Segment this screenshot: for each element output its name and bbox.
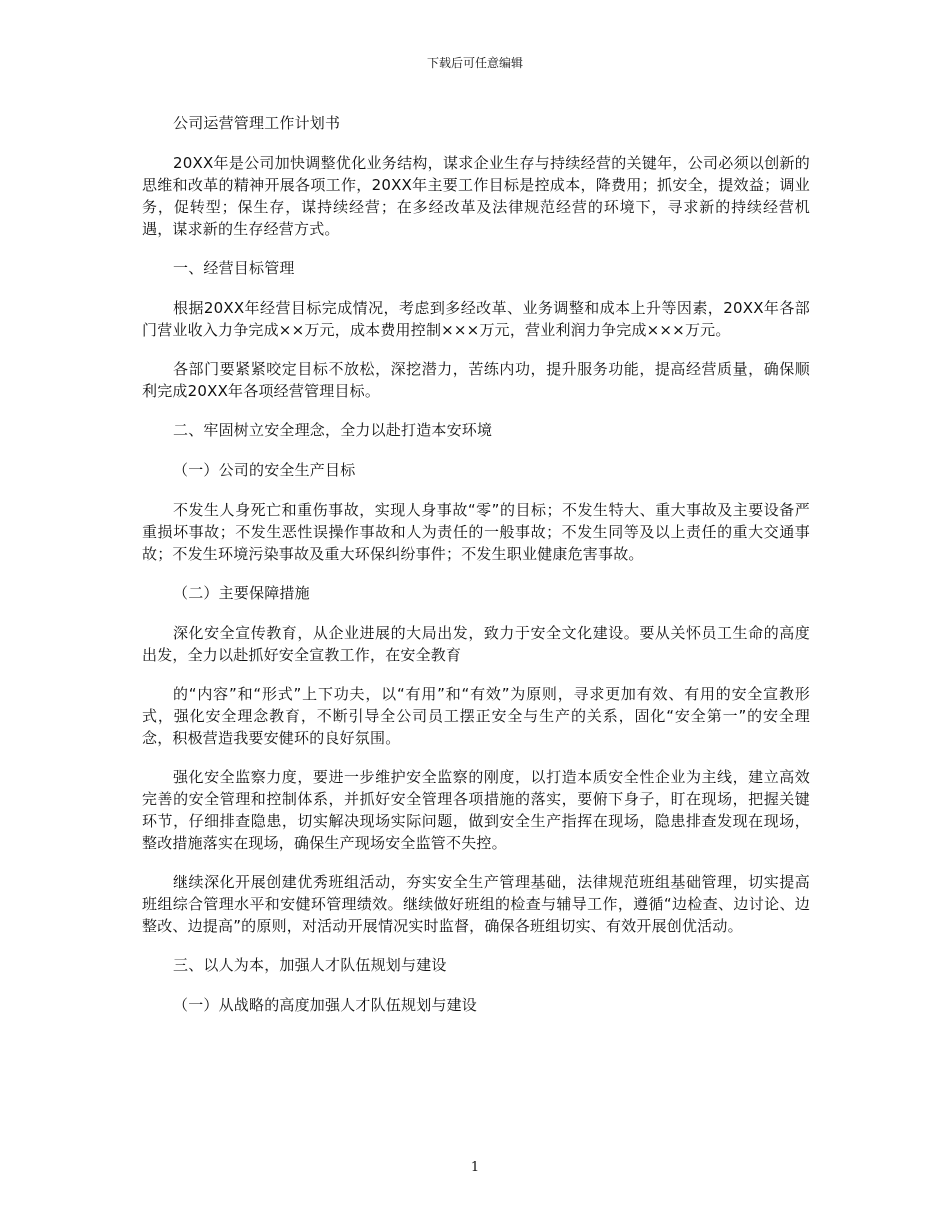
subsection-heading-2-2: （二）主要保障措施 xyxy=(173,584,310,602)
section-heading-3: 三、以人为本，加强人才队伍规划与建设 xyxy=(173,956,447,974)
paragraph-targets-commitment: 各部门要紧紧咬定目标不放松，深挖潜力，苦练内功，提升服务功能，提高经营质量，确保顺利完成20XX年各项经营管理目标。 xyxy=(142,360,810,400)
subsection-heading-2-1: （一）公司的安全生产目标 xyxy=(173,461,356,479)
page-number: 1 xyxy=(470,1160,480,1175)
paragraph-safety-goals: 不发生人身死亡和重伤事故，实现人身事故“零”的目标；不发生特大、重大事故及主要设备严重损坏事故；不发生恶性误操作事故和人为责任的一般事故；不发生同等及以上责任的重大交通事故；不发生环境污染事故及重大环保纠纷事件；不发生职业健康危害事故。 xyxy=(142,501,810,563)
document-body xyxy=(142,112,810,1034)
header-note: 下载后可任意编辑 xyxy=(426,56,523,70)
subsection-heading-3-1: （一）从战略的高度加强人才队伍规划与建设 xyxy=(173,996,478,1014)
paragraph-safety-education-continued: 的“内容”和“形式”上下功夫，以“有用”和“有效”为原则，寻求更加有效、有用的安全宣教形式，强化安全理念教育，不断引导全公司员工摆正安全与生产的关系，固化“安全第一”的安全理念，积极营造我要安健环的良好氛围。 xyxy=(142,685,810,747)
paragraph-intro: 20XX年是公司加快调整优化业务结构，谋求企业生存与持续经营的关键年，公司必须以创新的思维和改革的精神开展各项工作，20XX年主要工作目标是控成本，降费用；抓安全，提效益；调业务，促转型；保生存，谋持续经营；在多经改革及法律规范经营的环境下，寻求新的持续经营机遇，谋求新的生存经营方式。 xyxy=(142,154,810,238)
section-heading-1: 一、经营目标管理 xyxy=(173,259,295,277)
paragraph-team-building: 继续深化开展创建优秀班组活动，夯实安全生产管理基础，法律规范班组基础管理，切实提高班组综合管理水平和安健环管理绩效。继续做好班组的检查与辅导工作，遵循“边检查、边讨论、边整改、边提高”的原则，对活动开展情况实时监督，确保各班组切实、有效开展创优活动。 xyxy=(142,873,810,935)
paragraph-safety-education: 深化安全宣传教育，从企业进展的大局出发，致力于安全文化建设。要从关怀员工生命的高度出发，全力以赴抓好安全宣教工作，在安全教育 xyxy=(142,624,810,664)
paragraph-safety-supervision: 强化安全监察力度，要进一步维护安全监察的刚度，以打造本质安全性企业为主线，建立高效完善的安全管理和控制体系，并抓好安全管理各项措施的落实，要俯下身子，盯在现场，把握关键环节，仔细排查隐患，切实解决现场实际问题，做到安全生产指挥在现场，隐患排查发现在现场，整改措施落实在现场，确保生产现场安全监管不失控。 xyxy=(142,768,810,852)
paragraph-targets: 根据20XX年经营目标完成情况，考虑到多经改革、业务调整和成本上升等因素，20XX年各部门营业收入力争完成××万元，成本费用控制×××万元，营业利润力争完成×××万元。 xyxy=(142,299,810,339)
section-heading-2: 二、牢固树立安全理念，全力以赴打造本安环境 xyxy=(173,421,493,439)
document-title: 公司运营管理工作计划书 xyxy=(173,114,341,132)
